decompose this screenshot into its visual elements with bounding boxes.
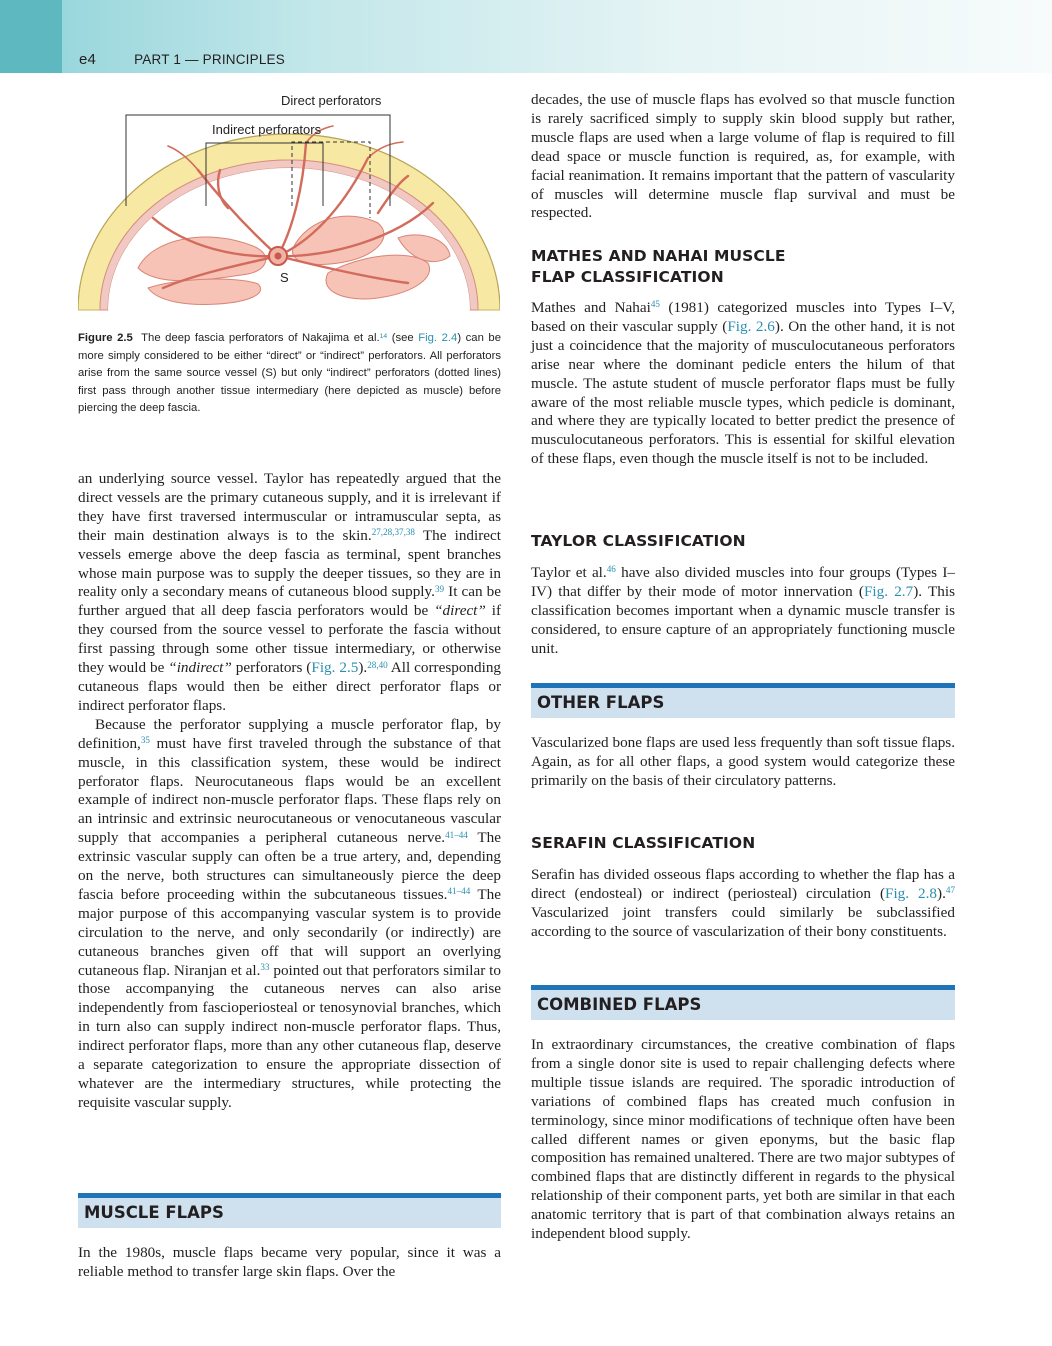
subheading-mathes-nahai bbox=[531, 246, 786, 288]
text-run: pointed out that perforators similar to those accompanying the cutaneous nerves can also arise independently from fascioperiosteal or tenosynovial branches, which in turn also can supply indirect non-muscle perforator flaps. Thus, indirect perforator flaps, more than any other cutaneous flap, deserve a separate categorization to ensure the appropriate dissection of whatever are the intermediary structures, while protecting the requisite vascular supply. bbox=[78, 961, 501, 1111]
text-run: The extrinsic vascular supply can often be a true artery, and, depending on the nerve, both structures can simultaneously pierce the deep fascia before proceeding within the subcutaneous tissues. bbox=[78, 829, 501, 903]
figure-caption bbox=[78, 330, 501, 418]
subheading-taylor: TAYLOR CLASSIFICATION bbox=[531, 532, 746, 550]
section-heading-muscle-flaps: MUSCLE FLAPS bbox=[78, 1193, 501, 1228]
running-header bbox=[79, 51, 285, 68]
paragraph: In extraordinary circumstances, the creative combination of flaps from a single donor site is used to repair challenging defects where multiple tissue islands are required. The sporadic introduction of variations of combined flaps has created much confusion in terminology, since minor modifications of technique often have been called different names or given eponyms, but the basic flap composition has remained unaltered. There are two major subtypes of combined flaps that are distinctly different in regards to the physical relationship of their component parts, yet both are similar in that each anatomic territory that is part of that combination always retains an independent blood supply. bbox=[531, 1036, 955, 1243]
page-header-tab bbox=[0, 0, 62, 73]
text-run: The major purpose of this accompanying vascular system is to provide circulation to the nerve, and only secondarily (or indirectly) are cutaneous branches given off that will support an overlying cutaneous flap. Niranjan et al. bbox=[78, 885, 501, 979]
citation: 47 bbox=[945, 885, 955, 896]
figure-link[interactable]: Fig. 2.5 bbox=[311, 659, 359, 677]
text-run: an underlying source vessel. Taylor has repeatedly argued that the direct vessels are the primary cutaneous supply, and it is irrelevant if they have first traversed intermuscular or intramuscular septa, as their main destination always is to the skin. bbox=[78, 470, 501, 544]
paragraph bbox=[531, 866, 955, 942]
paragraph: decades, the use of muscle flaps has evolved so that muscle function is rarely sacrificed simply to supply skin blood supply but rather, muscle flaps are used when a large volume of flap is required to fill dead space or muscle function is required, as, for example, with facial reanimation. It remains important that the pattern of vascularity of muscles will determine muscle flap survival and must be respected. bbox=[531, 91, 955, 222]
emphasis: “indirect” bbox=[168, 659, 232, 677]
paragraph bbox=[531, 564, 955, 659]
text-run: Mathes and Nahai bbox=[531, 299, 651, 316]
text-run: ). This classification becomes important when a dynamic muscle transfer is considered, to ensure capture of an appropriately functioning muscle unit. bbox=[531, 582, 955, 657]
running-header-section: PART 1 — PRINCIPLES bbox=[134, 52, 285, 67]
subheading-line: MATHES AND NAHAI MUSCLE bbox=[531, 247, 786, 265]
section-heading-combined-flaps: COMBINED FLAPS bbox=[531, 985, 955, 1020]
paragraph bbox=[531, 299, 955, 469]
citation: 35 bbox=[140, 735, 150, 746]
caption-figure-link[interactable]: Fig. 2.4 bbox=[418, 332, 458, 344]
text-run: Because the perforator supplying a muscle perforator flap, by definition, bbox=[78, 715, 501, 752]
section-heading-other-flaps: OTHER FLAPS bbox=[531, 683, 955, 718]
figure-link[interactable]: Fig. 2.8 bbox=[885, 884, 938, 902]
caption-citation: 14 bbox=[379, 332, 388, 340]
text-run: have also divided muscles into four groups (Types I–IV) that differ by their mode of motor innervation ( bbox=[531, 564, 955, 600]
text-run: must have first traveled through the substance of that muscle, in this classification system, these would be indirect perforator flaps. Neurocutaneous flaps would be an excellent example of indirect non-muscle perforator flaps. These flaps rely on an intrinsic and extrinsic neurocutaneous or venocutaneous vascular supply that accompanies a peripheral cutaneous nerve. bbox=[78, 734, 501, 847]
caption-text-a: The deep fascia perforators of Nakajima et al. bbox=[141, 332, 380, 344]
citation: 28,40 bbox=[367, 659, 388, 670]
text-run: Taylor et al. bbox=[531, 564, 607, 581]
serafin-text bbox=[531, 866, 955, 942]
emphasis: “direct” bbox=[434, 602, 486, 620]
text-run: ). bbox=[358, 659, 368, 677]
text-run: Vascularized joint transfers could similarly be subclassified according to the source of vascularization of their bony constituents. bbox=[531, 903, 955, 940]
taylor-text bbox=[531, 564, 955, 659]
citation: 41–44 bbox=[445, 829, 468, 840]
paragraph: In the 1980s, muscle flaps became very popular, since it was a reliable method to transfer large skin flaps. Over the bbox=[78, 1244, 501, 1280]
label-source-vessel: S bbox=[280, 270, 289, 285]
text-run: The indirect vessels emerge above the deep fascia as terminal, spent branches whose main purpose was to supply the deeper tissues, so they are in reality only a secondary means of cutaneous blood supply. bbox=[78, 526, 501, 601]
citation: 39 bbox=[434, 583, 445, 594]
figure-2-5-illustration bbox=[78, 88, 500, 318]
text-run: (1981) categorized muscles into Types I–V, based on their vascular supply ( bbox=[531, 299, 956, 335]
muscle-flaps-text bbox=[78, 1244, 501, 1282]
figure-link[interactable]: Fig. 2.6 bbox=[727, 317, 775, 335]
paragraph bbox=[78, 470, 501, 716]
paragraph: Vascularized bone flaps are used less frequently than soft tissue flaps. Again, as for all other flaps, a good system would categorize these primarily on the basis of their circulatory patterns. bbox=[531, 734, 955, 789]
text-run: Serafin has divided osseous flaps according to whether the flap has a direct (endosteal) or indirect (periosteal) circulation ( bbox=[531, 866, 955, 902]
label-indirect-perforators: Indirect perforators bbox=[212, 122, 322, 137]
caption-label: Figure 2.5 bbox=[78, 332, 133, 344]
text-run: ). On the other hand, it is not just a coincidence that the majority of musculocutaneous perforators arise near where the dominant pedicle enters the hilum of that muscle. The astute student of muscle perforator flaps must be fully aware of the most reliable muscle types, which pedicle is dominant, and where they are typically located to better predict the presence of musculocutaneous perforators. This is essential for skilful elevation of these flaps, even though the muscle itself is not to be included. bbox=[531, 317, 955, 468]
figure-link[interactable]: Fig. 2.7 bbox=[863, 582, 914, 600]
label-direct-perforators: Direct perforators bbox=[281, 93, 382, 108]
citation: 41–44 bbox=[447, 886, 471, 897]
text-run: ). bbox=[937, 884, 946, 902]
other-flaps-text bbox=[531, 734, 955, 791]
citation: 46 bbox=[606, 564, 616, 575]
citation: 27,28,37,38 bbox=[371, 527, 415, 538]
combined-flaps-text bbox=[531, 1036, 955, 1244]
paragraph bbox=[78, 716, 501, 1113]
caption-text-c: ) can be more simply considered to be either “direct” or “indirect” perforators. All perforators arise from the same source vessel (S) but only “indirect” perforators (dotted lines) first pass through another tissue intermediary (here depicted as muscle) before piercing the deep fascia. bbox=[78, 332, 501, 414]
text-run: It can be further argued that all deep fascia perforators would be bbox=[78, 583, 502, 620]
subheading-serafin: SERAFIN CLASSIFICATION bbox=[531, 834, 756, 852]
left-column-body bbox=[78, 470, 501, 1113]
subheading-line: FLAP CLASSIFICATION bbox=[531, 268, 724, 286]
mathes-nahai-text bbox=[531, 299, 955, 469]
citation: 45 bbox=[650, 299, 660, 310]
right-column-intro bbox=[531, 91, 955, 223]
caption-text-b: (see bbox=[387, 332, 419, 344]
text-run: All corresponding cutaneous flaps would then be either direct perforator flaps or indirect perforator flaps. bbox=[78, 659, 502, 714]
text-run: if they coursed from the source vessel to perforate the fascia without first passing through some other tissue intermediary, or otherwise they would be bbox=[78, 602, 501, 677]
citation: 33 bbox=[260, 962, 270, 973]
page-number: e4 bbox=[79, 51, 97, 68]
text-run: perforators ( bbox=[231, 659, 312, 677]
